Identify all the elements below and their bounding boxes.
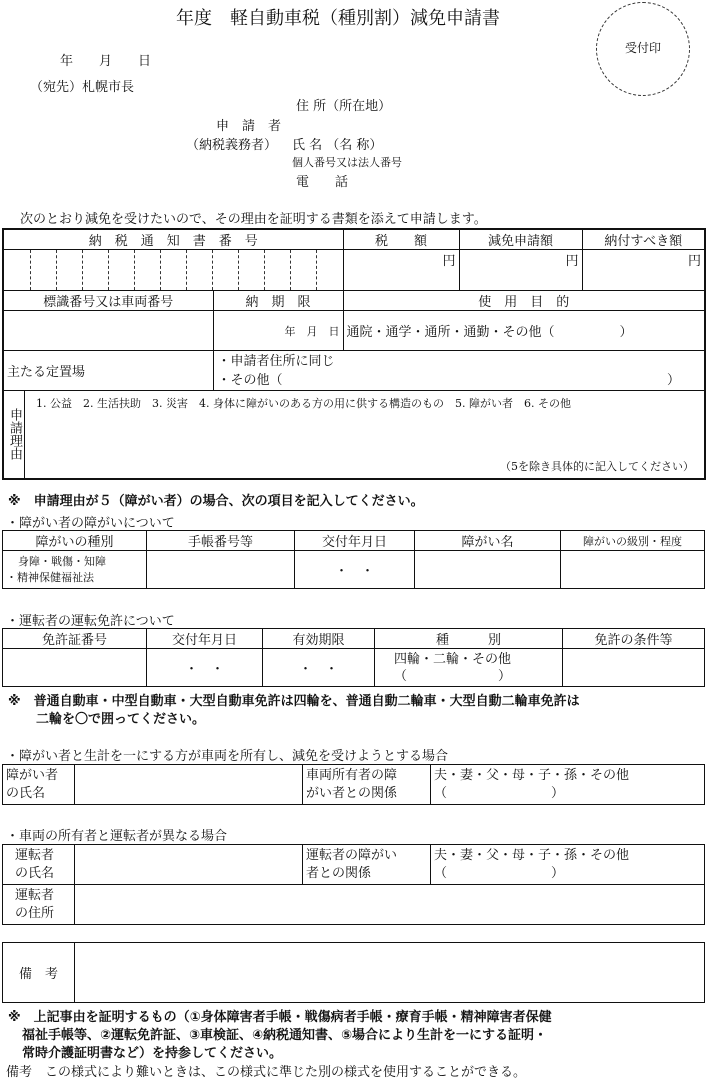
label-l1: 運転者の障がい xyxy=(306,847,398,863)
disability-heading: ・障がい者の障がいについて xyxy=(6,516,175,531)
notice-number-field[interactable] xyxy=(3,250,343,291)
label-l1: 車両所有者の障 xyxy=(306,767,398,783)
license-expiry-header: 有効期限 xyxy=(263,629,375,649)
owner-relation-label xyxy=(303,765,431,805)
household-table xyxy=(2,764,705,805)
label-l2: の氏名 xyxy=(15,865,55,881)
license-heading: ・運転者の運転免許について xyxy=(6,614,175,629)
owner-heading: ・車両の所有者と運転者が異なる場合 xyxy=(6,829,228,844)
issue-date-header: 交付年月日 xyxy=(295,531,415,551)
license-kind-other[interactable]: （ ） xyxy=(394,668,512,684)
label-l2: がい者との関係 xyxy=(306,785,398,801)
notice-number-header: 納 税 通 知 書 番 号 xyxy=(3,229,343,250)
remarks-field[interactable] xyxy=(75,943,705,1003)
storage-place-options[interactable] xyxy=(213,351,705,391)
yen-unit: 円 xyxy=(565,254,579,269)
disability-grade-header: 障がいの級別・程度 xyxy=(561,531,705,551)
reduction-amount-field[interactable] xyxy=(459,250,582,291)
phone-label: 電 話 xyxy=(296,175,349,190)
application-date[interactable]: 年 月 日 xyxy=(60,54,152,69)
payable-amount-header: 納付すべき額 xyxy=(582,229,705,250)
driver-relation-options[interactable] xyxy=(431,845,705,885)
reason-row[interactable] xyxy=(3,391,705,479)
disability-type-header: 障がいの種別 xyxy=(3,531,147,551)
label-l2: 者との関係 xyxy=(306,865,372,881)
disabled-person-name-label xyxy=(3,765,75,805)
reason-note: （5を除き具体的に記入してください） xyxy=(500,459,695,473)
disability-grade-field[interactable] xyxy=(561,551,705,589)
purpose-header: 使 用 目 的 xyxy=(343,291,705,311)
label-l2: の氏名 xyxy=(6,785,46,801)
due-date-header: 納 期 限 xyxy=(213,291,343,311)
storage-opt-other-text: ・その他（ xyxy=(217,372,283,388)
stamp-label: 受付印 xyxy=(624,41,661,55)
yen-unit: 円 xyxy=(688,254,702,269)
storage-opt-same[interactable]: ・申請者住所に同じ xyxy=(217,353,335,369)
license-kind-header: 種 別 xyxy=(375,629,563,649)
purpose-options[interactable]: 通院・通学・通所・通勤・その他（ ） xyxy=(343,311,705,351)
relation-options[interactable]: 夫・妻・父・母・子・孫・その他 xyxy=(434,767,630,783)
note-documents-3: 常時介護証明書など）を持参してください。 xyxy=(22,1046,283,1061)
disability-name-field[interactable] xyxy=(415,551,561,589)
license-kind-options[interactable]: 四輪・二輪・その他 xyxy=(394,651,512,667)
driver-address-label xyxy=(3,885,75,925)
yen-unit: 円 xyxy=(442,254,456,269)
note-documents-1: ※ 上記事由を証明するもの（①身体障害者手帳・戦傷病者手帳・療育手帳・精神障害者保健 xyxy=(8,1010,552,1025)
disability-type-opt1[interactable]: 身障・戦傷・知障 xyxy=(18,554,106,568)
disability-type-opt2[interactable]: ・精神保健福祉法 xyxy=(6,570,94,584)
note-documents-2: 福祉手帳等、②運転免許証、③車検証、④納税通知書、⑤場合により生計を一にする証明・ xyxy=(22,1028,548,1043)
address-label: 住 所（所在地） xyxy=(296,99,392,114)
license-number-header: 免許証番号 xyxy=(3,629,147,649)
notebook-number-field[interactable] xyxy=(147,551,295,589)
storage-opt-other[interactable] xyxy=(214,371,705,390)
relation-options[interactable]: 夫・妻・父・母・子・孫・その他 xyxy=(434,847,630,863)
form-title: 年度 軽自動車税（種別割）減免申請書 xyxy=(176,8,500,29)
id-number-label: 個人番号又は法人番号 xyxy=(292,156,402,169)
reception-stamp-area xyxy=(596,2,690,96)
name-label: 氏 名 （名 称） xyxy=(292,138,383,153)
notebook-number-header: 手帳番号等 xyxy=(147,531,295,551)
driver-name-field[interactable] xyxy=(75,845,303,885)
relation-other[interactable]: （ ） xyxy=(434,865,565,881)
driver-relation-label xyxy=(303,845,431,885)
license-kind-field[interactable] xyxy=(375,649,563,687)
plate-number-field[interactable] xyxy=(3,311,213,351)
note-reason-5: ※ 申請理由が５（障がい者）の場合、次の項目を記入してください。 xyxy=(8,494,424,509)
disability-table xyxy=(2,530,705,589)
disabled-person-name-field[interactable] xyxy=(75,765,303,805)
license-issue-header: 交付年月日 xyxy=(147,629,263,649)
footer-note: 備考 この様式により難いときは、この様式に準じた別の様式を使用することができる。 xyxy=(6,1065,527,1080)
owner-relation-options[interactable] xyxy=(431,765,705,805)
applicant-label: 申 請 者 xyxy=(216,119,282,134)
plate-number-header: 標識番号又は車両番号 xyxy=(3,291,213,311)
reason-label: 申請理由 xyxy=(4,391,25,478)
license-number-field[interactable] xyxy=(3,649,147,687)
note-license-2: 二輪を〇で囲ってください。 xyxy=(36,712,206,727)
driver-name-label xyxy=(3,845,75,885)
disability-type-options[interactable] xyxy=(3,551,147,589)
license-conditions-field[interactable] xyxy=(563,649,705,687)
storage-paren-close: ） xyxy=(667,372,681,388)
disability-name-header: 障がい名 xyxy=(415,531,561,551)
addressee: （宛先）札幌市長 xyxy=(30,80,135,95)
relation-other[interactable]: （ ） xyxy=(434,785,565,801)
reduction-amount-header: 減免申請額 xyxy=(459,229,582,250)
storage-place-label xyxy=(3,351,213,391)
intro-text: 次のとおり減免を受けたいので、その理由を証明する書類を添えて申請します。 xyxy=(20,212,487,227)
main-table xyxy=(2,228,706,480)
license-issue-field[interactable]: ・ ・ xyxy=(147,649,263,687)
due-date-field[interactable]: 年 月 日 xyxy=(213,311,343,351)
label-l1: 運転者 xyxy=(15,887,55,903)
note-license-1: ※ 普通自動車・中型自動車・大型自動車免許は四輪を、普通自動二輪車・大型自動二輪車免許は xyxy=(8,694,580,709)
reason-options[interactable]: 1. 公益 2. 生活扶助 3. 災害 4. 身体に障がいのある方の用に供する構造のもの 5. 障がい者 6. その他 xyxy=(36,397,571,410)
household-heading: ・障がい者と生計を一にする方が車両を所有し、減免を受けようとする場合 xyxy=(6,749,449,764)
storage-place-text: 主たる定置場 xyxy=(7,365,86,380)
owner-table xyxy=(2,844,705,925)
license-table xyxy=(2,628,705,687)
taxpayer-label: （納税義務者） xyxy=(186,138,278,153)
tax-amount-header: 税 額 xyxy=(343,229,459,250)
label-l1: 運転者 xyxy=(15,847,55,863)
label-l2: の住所 xyxy=(15,905,55,921)
license-conditions-header: 免許の条件等 xyxy=(563,629,705,649)
remarks-table xyxy=(2,942,705,1003)
label-l1: 障がい者 xyxy=(6,767,59,783)
driver-address-field[interactable] xyxy=(75,885,705,925)
tax-amount-field[interactable] xyxy=(343,250,459,291)
disability-issue-date-field[interactable]: ・ ・ xyxy=(295,551,415,589)
license-expiry-field[interactable]: ・ ・ xyxy=(263,649,375,687)
remarks-label: 備 考 xyxy=(3,943,75,1003)
payable-amount-field[interactable] xyxy=(582,250,705,291)
